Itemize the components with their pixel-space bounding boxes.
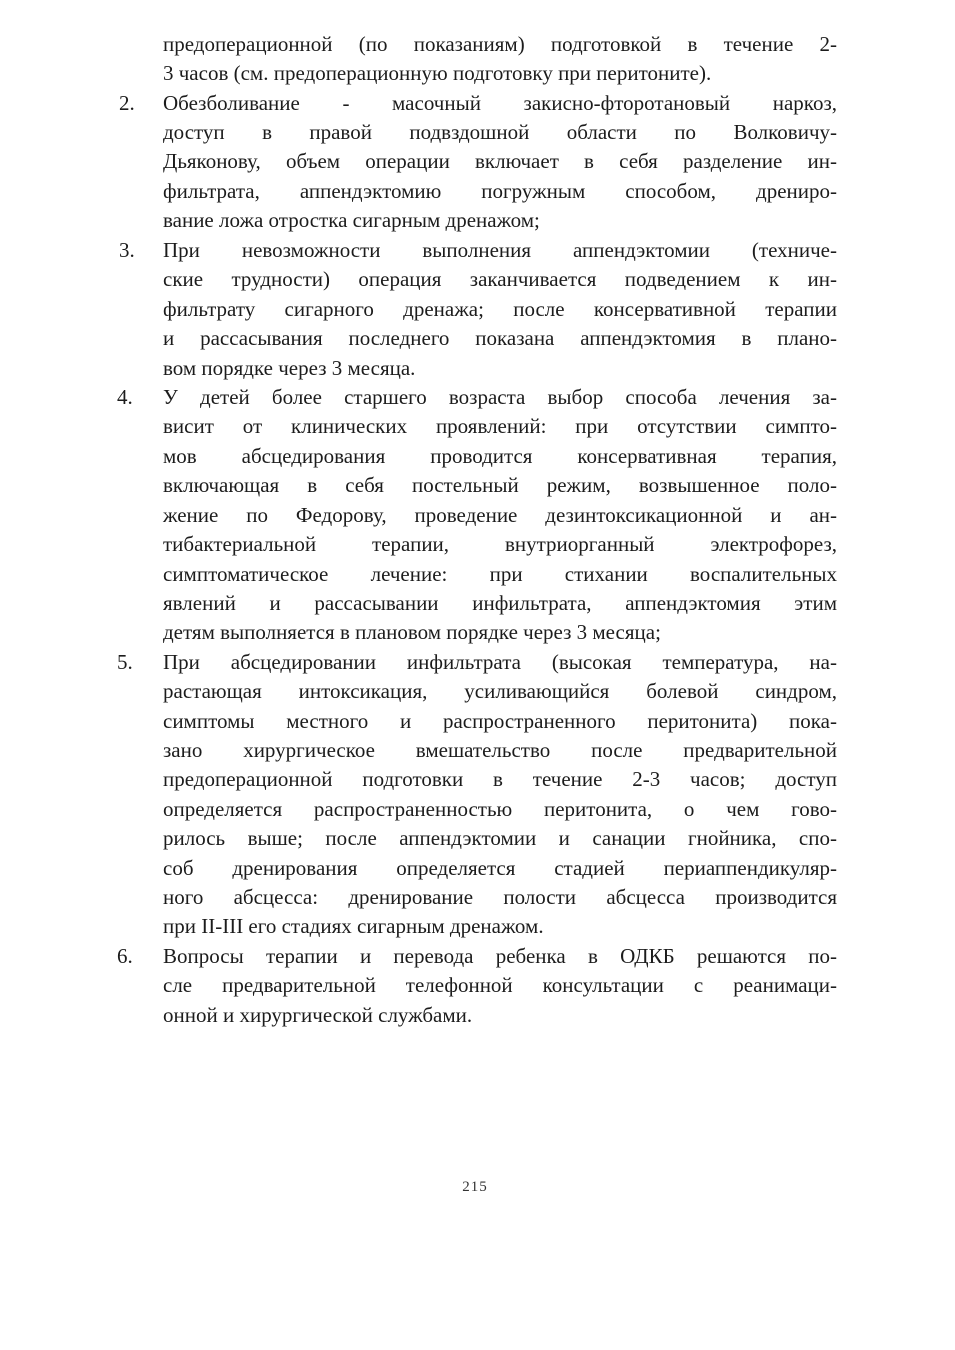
text-line: предоперационной (по показаниям) подготовкой в течение 2-: [163, 32, 837, 56]
text-line: симптомы местного и распространенного перитонита) пока-: [163, 709, 837, 733]
text-line: ного абсцесса: дренирование полости абсцесса производится: [163, 885, 837, 909]
text-line: вание ложа отростка сигарным дренажом;: [163, 208, 540, 232]
text-line: детям выполняется в плановом порядке через 3 месяца;: [163, 620, 661, 644]
text-line: предоперационной подготовки в течение 2-3 часов; доступ: [163, 767, 837, 791]
text-line: 3 часов (см. предоперационную подготовку при перитоните).: [163, 61, 712, 85]
text-line: ские трудности) операция заканчивается подведением к ин-: [163, 267, 837, 291]
text-line: жение по Федорову, проведение дезинтоксикационной и ан-: [163, 503, 837, 527]
list-number: 6.: [117, 944, 133, 968]
text-line: мов абсцедирования проводится консервативная терапия,: [163, 444, 837, 468]
text-line: висит от клинических проявлений: при отсутствии симпто-: [163, 414, 837, 438]
list-number: 2.: [119, 91, 135, 115]
text-line: вом порядке через 3 месяца.: [163, 356, 416, 380]
text-line: растающая интоксикация, усиливающийся болевой синдром,: [163, 679, 837, 703]
list-number: 3.: [119, 238, 135, 262]
text-line: рилось выше; после аппендэктомии и санации гнойника, спо-: [163, 826, 837, 850]
page-number: 215: [462, 1179, 488, 1195]
text-line: явлений и рассасывании инфильтрата, аппендэктомия этим: [163, 591, 837, 615]
text-line: При абсцедировании инфильтрата (высокая температура, на-: [163, 650, 837, 674]
text-line: доступ в правой подвздошной области по Волковичу-: [163, 120, 837, 144]
text-line: тибактериальной терапии, внутриорганный электрофорез,: [163, 532, 837, 556]
text-line: соб дренирования определяется стадией периаппендикуляр-: [163, 856, 837, 880]
text-line: определяется распространенностью перитонита, о чем гово-: [163, 797, 837, 821]
text-line: включающая в себя постельный режим, возвышенное поло-: [163, 473, 837, 497]
text-line: Обезболивание - масочный закисно-фторотановый наркоз,: [163, 91, 837, 115]
text-line: При невозможности выполнения аппендэктомии (техниче-: [163, 238, 837, 262]
list-number: 4.: [117, 385, 133, 409]
text-line: при II-III его стадиях сигарным дренажом.: [163, 914, 544, 938]
text-line: и рассасывания последнего показана аппендэктомия в плано-: [163, 326, 837, 350]
list-number: 5.: [117, 650, 133, 674]
text-line: фильтрата, аппендэктомию погружным способом, дрениро-: [163, 179, 837, 203]
text-line: сле предварительной телефонной консультации с реанимаци-: [163, 973, 837, 997]
text-line: фильтрату сигарного дренажа; после консервативной терапии: [163, 297, 837, 321]
text-line: У детей более старшего возраста выбор способа лечения за-: [163, 385, 837, 409]
text-line: онной и хирургической службами.: [163, 1003, 473, 1027]
text-line: симптоматическое лечение: при стихании воспалительных: [163, 562, 837, 586]
text-line: зано хирургическое вмешательство после предварительной: [163, 738, 837, 762]
text-line: Вопросы терапии и перевода ребенка в ОДКБ решаются по-: [163, 944, 837, 968]
text-line: Дьяконову, объем операции включает в себя разделение ин-: [163, 149, 837, 173]
